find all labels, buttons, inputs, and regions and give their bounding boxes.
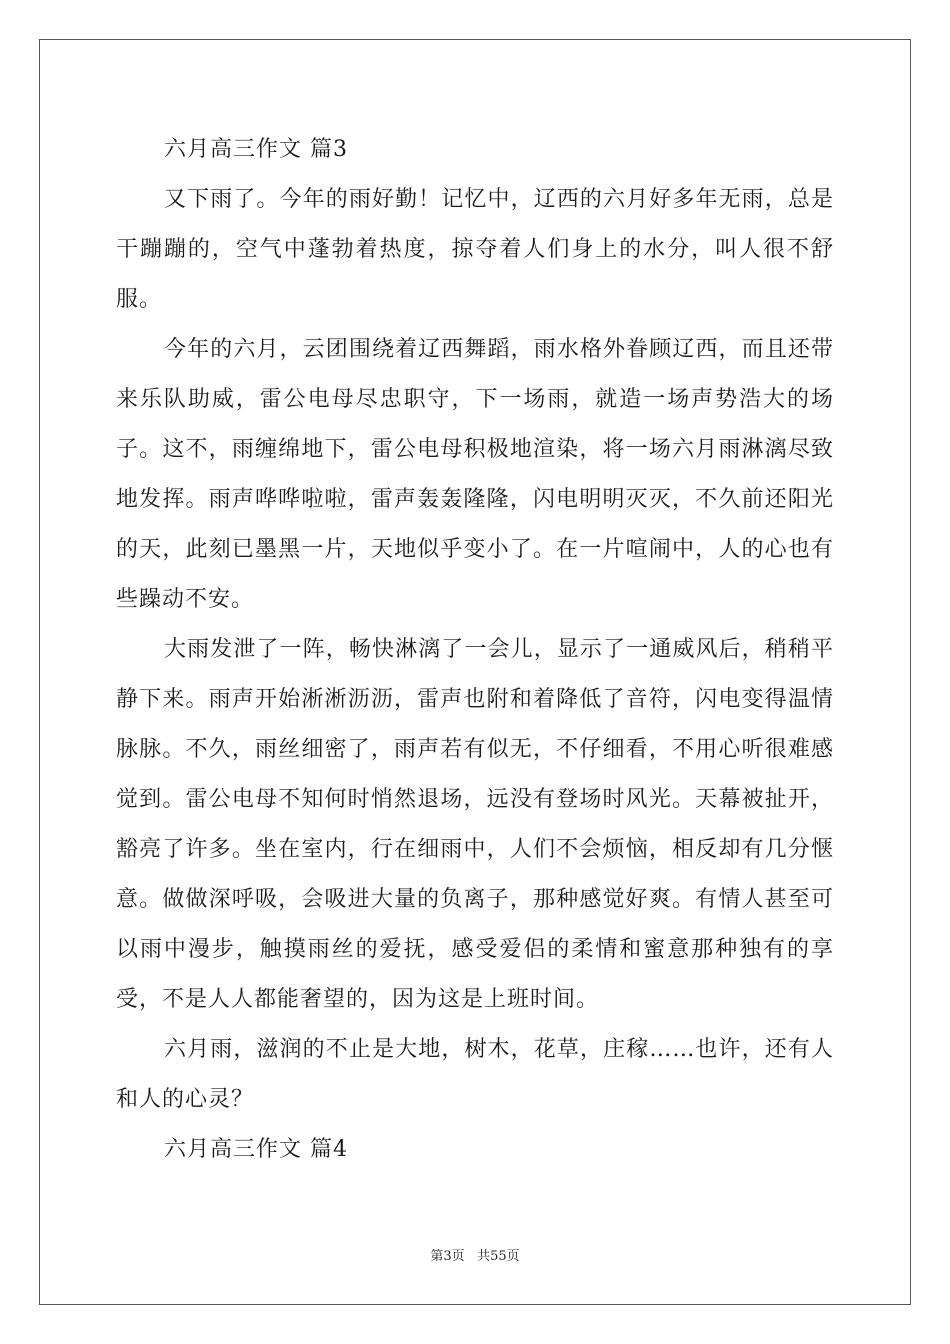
paragraph-2: 今年的六月，云团围绕着辽西舞蹈，雨水格外眷顾辽西，而且还带来乐队助威，雷公电母尽忠职守，下一场雨，就造一场声势浩大的场子。这不，雨缠绵地下，雷公电母积极地渲染，将一场六月雨淋漓尽致地发挥。雨声哗哗啦啦，雷声轰轰隆隆，闪电明明灭灭，不久前还阳光的天，此刻已墨黑一片，天地似乎变小了。在一片喧闹中，人的心也有些躁动不安。 xyxy=(116,337,834,612)
essay-heading-3: 六月高三作文 篇3 xyxy=(164,137,348,162)
document-body xyxy=(116,125,834,1175)
paragraph-1: 又下雨了。今年的雨好勤！记忆中，辽西的六月好多年无雨，总是干蹦蹦的，空气中蓬勃着热度，掠夺着人们身上的水分，叫人很不舒服。 xyxy=(116,187,834,312)
paragraph-4: 六月雨，滋润的不止是大地，树木，花草，庄稼……也许，还有人和人的心灵？ xyxy=(116,1037,834,1112)
paragraph-3: 大雨发泄了一阵，畅快淋漓了一会儿，显示了一通威风后，稍稍平静下来。雨声开始淅淅沥沥，雷声也附和着降低了音符，闪电变得温情脉脉。不久，雨丝细密了，雨声若有似无，不仔细看，不用心听很难感觉到。雷公电母不知何时悄然退场，远没有登场时风光。天幕被扯开，豁亮了许多。坐在室内，行在细雨中，人们不会烦恼，相反却有几分惬意。做做深呼吸，会吸进大量的负离子，那种感觉好爽。有情人甚至可以雨中漫步，触摸雨丝的爱抚，感受爱侣的柔情和蜜意那种独有的享受，不是人人都能奢望的，因为这是上班时间。 xyxy=(116,637,834,1012)
page-footer xyxy=(0,1245,950,1264)
page-number: 第3页 xyxy=(430,1249,465,1264)
page-total: 共55页 xyxy=(477,1249,520,1264)
essay-heading-4: 六月高三作文 篇4 xyxy=(164,1137,348,1162)
